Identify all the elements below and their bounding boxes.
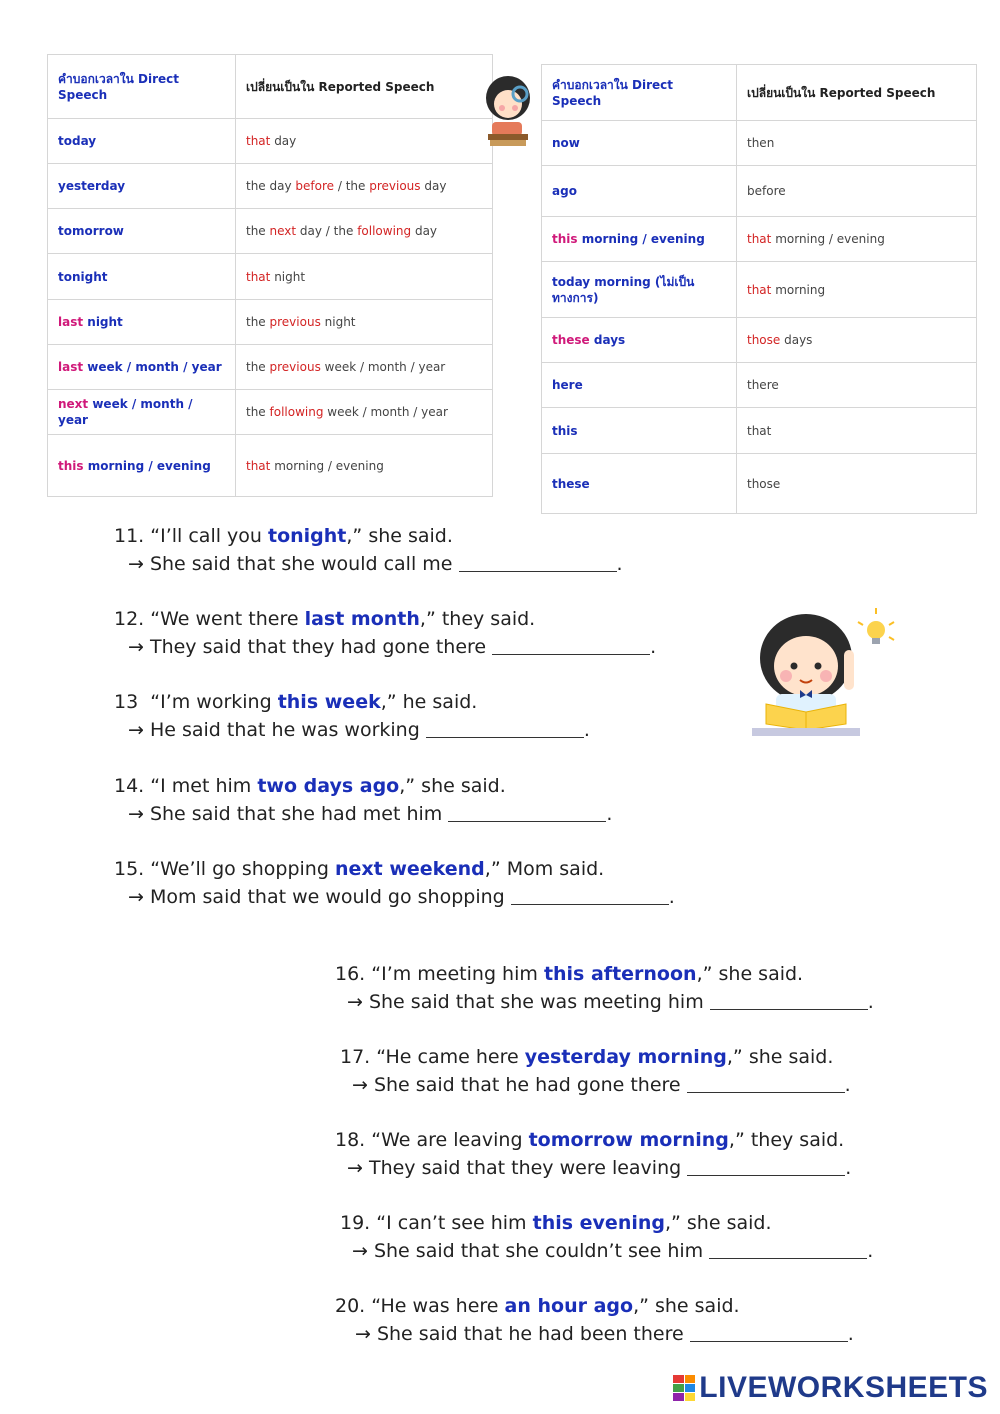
answer-blank[interactable]	[709, 1240, 867, 1259]
answer-end: .	[847, 1323, 854, 1345]
logo-text: LIVEWORKSHEETS	[699, 1371, 988, 1404]
cell-text-segment: week / month / year	[320, 360, 446, 374]
reported-speech-cell	[737, 166, 977, 217]
answer-blank[interactable]	[687, 1074, 845, 1093]
table-header-row	[48, 55, 493, 119]
direct-speech-cell	[48, 390, 236, 435]
quote-text: “I’ll call you	[150, 525, 268, 547]
answer-prefix: → She said that he had gone there	[352, 1074, 687, 1096]
header-direct-speech: คำบอกเวลาใน Direct Speech	[542, 65, 737, 121]
direct-speech-cell	[542, 217, 737, 262]
answer-prefix: → Mom said that we would go shopping	[128, 886, 511, 908]
exercise-answer-line	[340, 1237, 873, 1265]
exercise-answer-line	[340, 1071, 851, 1099]
cell-text-segment: today morning (ไม่เป็นทางการ)	[552, 274, 695, 305]
direct-speech-cell	[48, 254, 236, 300]
direct-speech-cell	[542, 166, 737, 217]
exercise-question	[114, 772, 612, 800]
exercise-question	[335, 1292, 854, 1320]
exercise-number: 11.	[114, 525, 151, 547]
time-keyword: this week	[277, 691, 381, 713]
exercise-answer-line	[114, 633, 656, 661]
table-body	[48, 119, 493, 497]
exercise-item	[114, 688, 590, 744]
answer-end: .	[867, 991, 874, 1013]
answer-blank[interactable]	[426, 719, 584, 738]
time-expressions-table-left	[47, 54, 493, 497]
exercise-item	[335, 960, 874, 1016]
cell-text-segment: those	[747, 476, 781, 491]
cell-text-segment: days	[589, 333, 626, 347]
quote-text: “I can’t see him	[376, 1212, 533, 1234]
table-row	[48, 345, 493, 390]
direct-speech-cell	[48, 119, 236, 164]
time-keyword: last month	[304, 608, 420, 630]
cell-text-segment: this	[552, 232, 578, 246]
cell-text-segment: today	[58, 134, 97, 148]
cell-text-segment: that	[747, 423, 772, 438]
reported-speech-cell	[737, 408, 977, 454]
answer-end: .	[844, 1074, 851, 1096]
cell-text-segment: the day	[246, 179, 296, 193]
cell-text-segment: this	[58, 458, 84, 473]
answer-prefix: → She said that she had met him	[128, 803, 449, 825]
time-keyword: tomorrow morning	[528, 1129, 729, 1151]
direct-speech-cell	[48, 164, 236, 209]
exercise-item	[114, 605, 656, 661]
reported-speech-cell	[236, 390, 493, 435]
direct-speech-cell	[542, 363, 737, 408]
exercise-answer-line	[114, 550, 623, 578]
cell-text-segment: those	[747, 333, 781, 347]
reported-speech-cell	[737, 121, 977, 166]
table-row	[48, 119, 493, 164]
exercise-number: 13	[114, 691, 151, 713]
direct-speech-cell	[48, 300, 236, 345]
exercise-question	[340, 1209, 873, 1237]
exercise-item	[335, 1126, 851, 1182]
answer-end: .	[668, 886, 675, 908]
cell-text-segment: days	[780, 333, 813, 347]
exercise-number: 17.	[340, 1046, 377, 1068]
exercise-number: 20.	[335, 1295, 372, 1317]
answer-prefix: → She said that he had been there	[355, 1323, 690, 1345]
direct-speech-cell	[48, 345, 236, 390]
table-row	[542, 408, 977, 454]
cell-text-segment: following	[357, 224, 412, 238]
exercise-item	[114, 772, 612, 828]
cell-text-segment: ago	[552, 184, 577, 198]
answer-end: .	[650, 636, 657, 658]
reported-speech-cell	[236, 209, 493, 254]
table-row	[48, 300, 493, 345]
reported-speech-cell	[236, 345, 493, 390]
logo-mark-icon	[673, 1375, 695, 1401]
table-row	[48, 254, 493, 300]
direct-speech-cell	[542, 121, 737, 166]
quote-text: ,” she said.	[664, 1212, 772, 1234]
table-row	[48, 435, 493, 497]
girl-reading-illustration	[748, 600, 903, 740]
cell-text-segment: previous	[269, 360, 321, 374]
exercise-answer-line	[335, 1320, 854, 1348]
answer-end: .	[583, 719, 590, 741]
answer-blank[interactable]	[492, 636, 650, 655]
table-header-row	[542, 65, 977, 121]
table-row	[542, 166, 977, 217]
cell-text-segment: now	[552, 136, 580, 150]
table-body	[542, 121, 977, 514]
reported-speech-cell	[236, 254, 493, 300]
cell-text-segment: morning / evening	[83, 458, 211, 473]
cell-text-segment: week / month / year	[58, 397, 193, 427]
table-row	[542, 217, 977, 262]
cell-text-segment: previous	[269, 315, 321, 329]
quote-text: “I’m meeting him	[371, 963, 544, 985]
quote-text: ,” she said.	[726, 1046, 834, 1068]
quote-text: “We’ll go shopping	[150, 858, 335, 880]
exercise-answer-line	[114, 883, 675, 911]
cell-text-segment: this	[552, 423, 578, 438]
quote-text: ,” she said.	[633, 1295, 740, 1317]
answer-end: .	[606, 803, 613, 825]
quote-text: “We went there	[150, 608, 305, 630]
cell-text-segment: these	[552, 476, 590, 491]
cell-text-segment: next	[58, 397, 89, 411]
table-row	[542, 363, 977, 408]
table-row	[542, 121, 977, 166]
quote-text: ,” Mom said.	[484, 858, 605, 880]
cell-text-segment: night	[320, 315, 356, 329]
cell-text-segment: morning / evening	[577, 232, 705, 246]
table-row	[48, 390, 493, 435]
time-expressions-table-right	[541, 64, 977, 514]
cell-text-segment: the	[246, 360, 270, 374]
cell-text-segment: that	[747, 282, 772, 297]
quote-text: ,” she said.	[346, 525, 453, 547]
time-keyword: yesterday morning	[524, 1046, 727, 1068]
exercise-answer-line	[114, 716, 590, 744]
quote-text: “I met him	[150, 775, 258, 797]
answer-blank[interactable]	[511, 886, 669, 905]
cell-text-segment: morning	[771, 282, 826, 297]
time-keyword: tonight	[268, 525, 347, 547]
time-keyword: two days ago	[257, 775, 400, 797]
answer-end: .	[616, 553, 623, 575]
direct-speech-cell	[48, 209, 236, 254]
quote-text: “He was here	[371, 1295, 505, 1317]
reported-speech-cell	[236, 119, 493, 164]
cell-text-segment: before	[747, 184, 786, 198]
exercise-item	[114, 855, 675, 911]
exercise-question	[340, 1043, 851, 1071]
reported-speech-cell	[737, 454, 977, 514]
header-reported-speech: เปลี่ยนเป็นใน Reported Speech	[737, 65, 977, 121]
quote-text: “He came here	[376, 1046, 525, 1068]
direct-speech-cell	[542, 262, 737, 318]
exercise-question	[335, 1126, 851, 1154]
direct-speech-cell	[542, 454, 737, 514]
cell-text-segment: then	[747, 136, 775, 150]
exercise-question	[114, 522, 623, 550]
table-row	[542, 262, 977, 318]
exercise-question	[335, 960, 874, 988]
answer-end: .	[867, 1240, 874, 1262]
liveworksheets-logo	[673, 1370, 988, 1406]
girl-magnifier-illustration	[478, 70, 540, 150]
cell-text-segment: day	[420, 179, 447, 193]
cell-text-segment: previous	[369, 179, 421, 193]
cell-text-segment: tomorrow	[58, 224, 124, 238]
cell-text-segment: night	[270, 269, 306, 284]
exercise-answer-line	[335, 988, 874, 1016]
cell-text-segment: that	[246, 269, 271, 284]
exercise-number: 12.	[114, 608, 151, 630]
answer-prefix: → She said that she was meeting him	[347, 991, 710, 1013]
direct-speech-cell	[542, 408, 737, 454]
lightbulb-icon	[858, 608, 894, 644]
exercise-question	[114, 688, 590, 716]
direct-speech-cell	[542, 318, 737, 363]
table-row	[542, 454, 977, 514]
cell-text-segment: that	[246, 458, 271, 473]
answer-prefix: → She said that she couldn’t see him	[352, 1240, 710, 1262]
cell-text-segment: tonight	[58, 269, 108, 284]
cell-text-segment: day	[270, 134, 297, 148]
answer-end: .	[845, 1157, 852, 1179]
cell-text-segment: these	[552, 333, 590, 347]
exercise-number: 15.	[114, 858, 151, 880]
answer-prefix: → They said that they were leaving	[347, 1157, 688, 1179]
cell-text-segment: following	[269, 405, 324, 419]
cell-text-segment: morning / evening	[270, 458, 384, 473]
reported-speech-cell	[236, 164, 493, 209]
cell-text-segment: yesterday	[58, 179, 126, 193]
cell-text-segment: that	[747, 232, 772, 246]
exercise-item	[114, 522, 623, 578]
time-keyword: next weekend	[334, 858, 485, 880]
cell-text-segment: here	[552, 378, 583, 392]
quote-text: ,” he said.	[380, 691, 478, 713]
exercise-answer-line	[114, 800, 612, 828]
answer-blank[interactable]	[687, 1157, 845, 1176]
exercise-item	[335, 1292, 854, 1348]
exercise-number: 19.	[340, 1212, 377, 1234]
answer-blank[interactable]	[459, 553, 617, 572]
cell-text-segment: morning / evening	[771, 232, 885, 246]
cell-text-segment: day	[411, 224, 438, 238]
reported-speech-cell	[737, 262, 977, 318]
cell-text-segment: night	[83, 315, 123, 329]
cell-text-segment: the	[246, 405, 270, 419]
cell-text-segment: the	[246, 224, 270, 238]
cell-text-segment: last	[58, 360, 84, 374]
cell-text-segment: before	[295, 179, 335, 193]
exercise-answer-line	[335, 1154, 851, 1182]
reported-speech-cell	[737, 318, 977, 363]
reported-speech-cell	[236, 300, 493, 345]
table-row	[48, 209, 493, 254]
exercise-item	[340, 1043, 851, 1099]
quote-text: “We are leaving	[371, 1129, 529, 1151]
cell-text-segment: week / month / year	[323, 405, 448, 419]
quote-text: ,” they said.	[728, 1129, 845, 1151]
cell-text-segment: next	[269, 224, 297, 238]
time-keyword: an hour ago	[504, 1295, 634, 1317]
quote-text: ,” she said.	[696, 963, 804, 985]
cell-text-segment: the	[246, 315, 270, 329]
answer-blank[interactable]	[710, 991, 868, 1010]
quote-text: ,” she said.	[399, 775, 506, 797]
exercise-number: 16.	[335, 963, 372, 985]
header-reported-speech: เปลี่ยนเป็นใน Reported Speech	[236, 55, 493, 119]
cell-text-segment: week / month / year	[83, 360, 222, 374]
exercise-question	[114, 855, 675, 883]
cell-text-segment: / the	[334, 179, 370, 193]
exercise-item	[340, 1209, 873, 1265]
answer-prefix: → They said that they had gone there	[128, 636, 493, 658]
direct-speech-cell	[48, 435, 236, 497]
cell-text-segment: that	[246, 134, 271, 148]
exercise-number: 14.	[114, 775, 151, 797]
time-keyword: this evening	[532, 1212, 665, 1234]
exercise-question	[114, 605, 656, 633]
header-direct-speech: คำบอกเวลาใน Direct Speech	[48, 55, 236, 119]
answer-blank[interactable]	[448, 803, 606, 822]
table-row	[542, 318, 977, 363]
answer-blank[interactable]	[690, 1323, 848, 1342]
time-keyword: this afternoon	[543, 963, 697, 985]
answer-prefix: → He said that he was working	[128, 719, 426, 741]
reported-speech-cell	[737, 363, 977, 408]
cell-text-segment: day / the	[296, 224, 358, 238]
answer-prefix: → She said that she would call me	[128, 553, 459, 575]
cell-text-segment: there	[747, 378, 779, 392]
reported-speech-cell	[236, 435, 493, 497]
reported-speech-cell	[737, 217, 977, 262]
table-row	[48, 164, 493, 209]
cell-text-segment: last	[58, 315, 84, 329]
quote-text: “I’m working	[150, 691, 278, 713]
quote-text: ,” they said.	[419, 608, 536, 630]
exercise-number: 18.	[335, 1129, 372, 1151]
